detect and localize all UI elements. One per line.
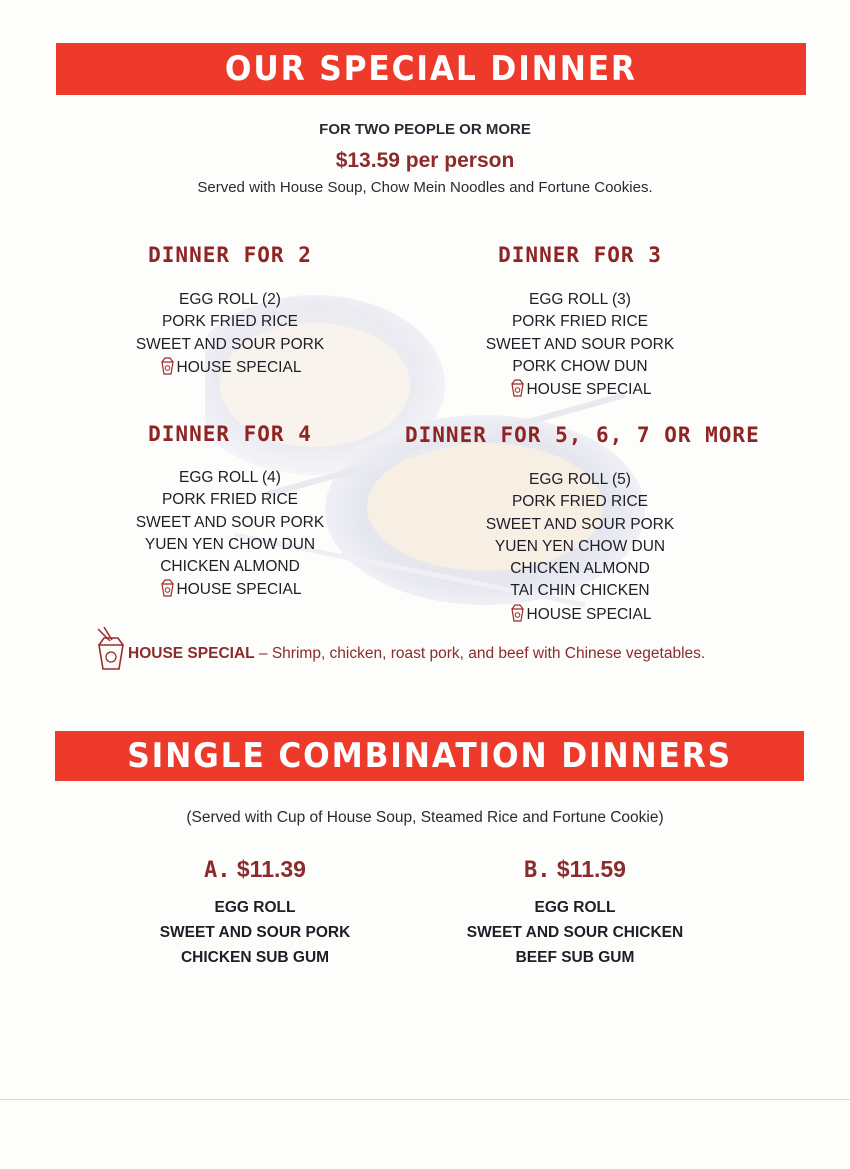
- combo-a-price: $11.39: [236, 856, 306, 882]
- list-item: SWEET AND SOUR PORK: [485, 515, 675, 533]
- list-item: EGG ROLL (5): [529, 471, 631, 488]
- special-subhead: FOR TWO PEOPLE OR MORE: [319, 121, 531, 138]
- dinner-for-3-title: DINNER FOR 3: [498, 243, 662, 267]
- takeout-box-icon: [159, 578, 176, 597]
- dinner-for-4-title: DINNER FOR 4: [148, 422, 312, 446]
- list-item: SWEET AND SOUR PORK: [135, 513, 325, 531]
- list-item: HOUSE SPECIAL: [470, 603, 690, 626]
- special-price: $13.59 per person: [335, 149, 515, 172]
- house-special-label: HOUSE SPECIAL: [128, 645, 255, 662]
- special-dinner-banner: [56, 43, 806, 95]
- combo-b-letter: B.: [524, 858, 551, 883]
- combo-a-letter: A.: [204, 858, 231, 883]
- list-item: EGG ROLL (4): [179, 469, 281, 486]
- list-item: TAI CHIN CHICKEN: [510, 582, 650, 600]
- dinner-for-2-title: DINNER FOR 2: [148, 243, 312, 267]
- takeout-box-icon: [509, 378, 526, 397]
- list-item: HOUSE SPECIAL: [120, 578, 340, 601]
- list-item: CHICKEN ALMOND: [160, 558, 300, 576]
- list-item: HOUSE SPECIAL: [470, 378, 690, 401]
- list-item: PORK FRIED RICE: [161, 313, 299, 331]
- list-item: SWEET AND SOUR PORK: [135, 335, 325, 353]
- house-special-footnote: [94, 627, 794, 671]
- list-item: EGG ROLL (3): [529, 291, 631, 308]
- list-item: EGG ROLL (2): [179, 291, 281, 308]
- list-item: HOUSE SPECIAL: [120, 356, 340, 379]
- list-item: EGG ROLL: [214, 899, 296, 916]
- dinner-for-5-plus-items: [470, 469, 690, 626]
- takeout-box-icon: [94, 627, 128, 671]
- special-dinner-heading: OUR SPECIAL DINNER: [225, 49, 637, 89]
- list-item: CHICKEN ALMOND: [510, 560, 650, 578]
- dinner-for-4-items: [120, 467, 340, 602]
- list-item: PORK FRIED RICE: [511, 493, 649, 511]
- dinner-for-2-items: [120, 289, 340, 379]
- page-divider: [0, 1099, 850, 1100]
- list-item: BEEF SUB GUM: [515, 949, 635, 966]
- list-item: EGG ROLL: [534, 899, 616, 916]
- combo-a-items: [130, 895, 380, 970]
- combination-heading: SINGLE COMBINATION DINNERS: [127, 736, 732, 776]
- list-item: SWEET AND SOUR PORK: [159, 924, 351, 941]
- list-item: SWEET AND SOUR PORK: [485, 335, 675, 353]
- list-item: YUEN YEN CHOW DUN: [144, 535, 316, 553]
- takeout-box-icon: [159, 356, 176, 375]
- dinner-for-5-plus-title: DINNER FOR 5, 6, 7 OR MORE: [405, 423, 760, 447]
- house-special-description: – Shrimp, chicken, roast pork, and beef with Chinese vegetables.: [254, 645, 706, 662]
- list-item: YUEN YEN CHOW DUN: [494, 537, 666, 555]
- combination-banner: [55, 731, 804, 781]
- combo-b-title: [470, 856, 680, 883]
- takeout-box-icon: [509, 603, 526, 622]
- combo-a-title: [150, 856, 360, 883]
- list-item: PORK CHOW DUN: [512, 357, 648, 375]
- combo-b-items: [440, 895, 710, 970]
- list-item: PORK FRIED RICE: [161, 491, 299, 509]
- combination-served-with: (Served with Cup of House Soup, Steamed Rice and Fortune Cookie): [186, 809, 664, 826]
- list-item: CHICKEN SUB GUM: [180, 949, 330, 966]
- dinner-for-3-items: [470, 289, 690, 401]
- combo-b-price: $11.59: [556, 856, 626, 882]
- special-served-with: Served with House Soup, Chow Mein Noodles and Fortune Cookies.: [197, 179, 653, 196]
- list-item: PORK FRIED RICE: [511, 313, 649, 331]
- list-item: SWEET AND SOUR CHICKEN: [466, 924, 684, 941]
